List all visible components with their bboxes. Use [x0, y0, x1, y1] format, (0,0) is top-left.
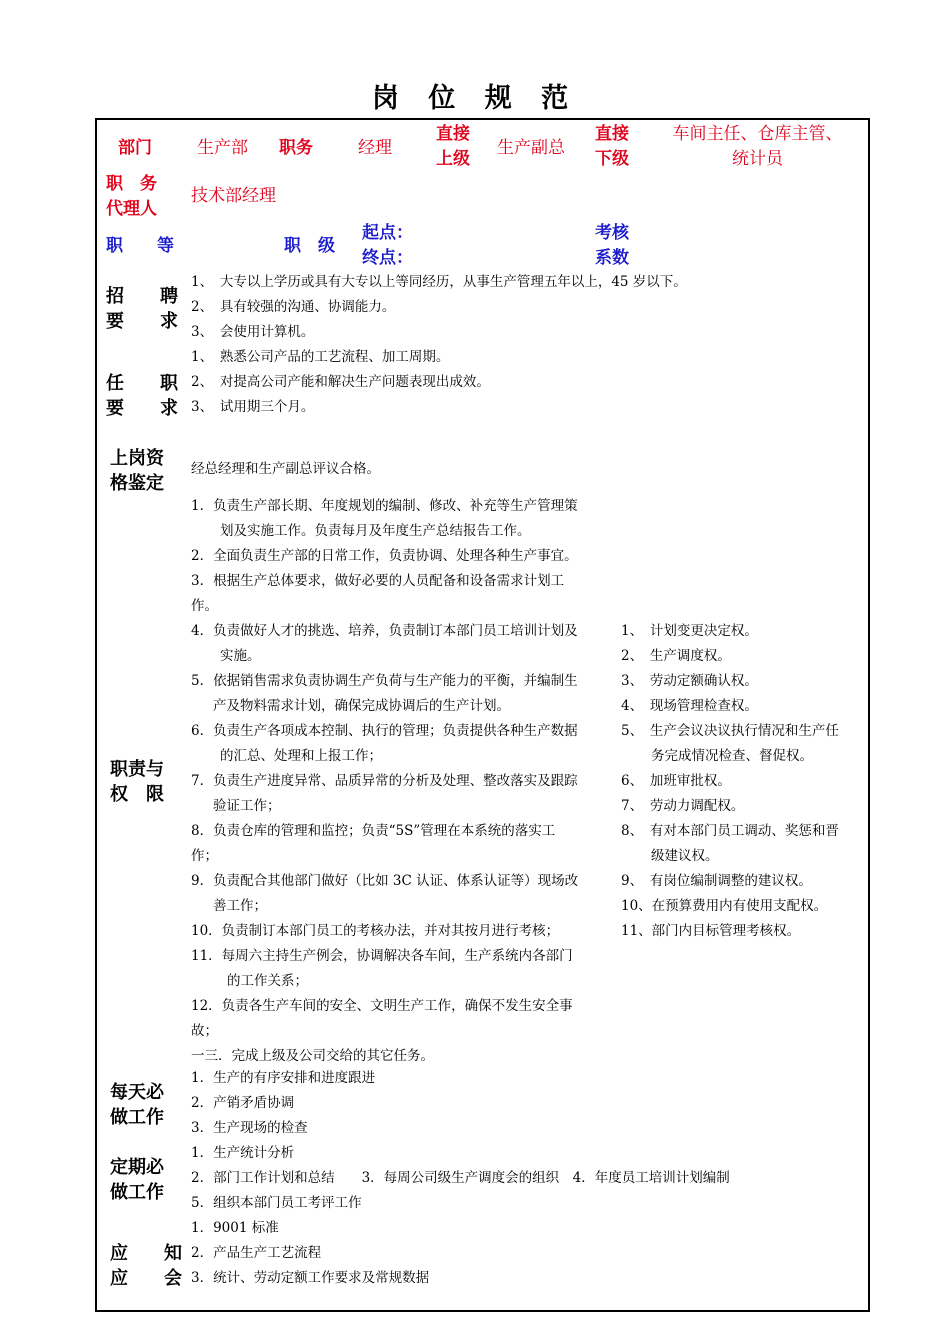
duty-line: 实施。 — [220, 648, 261, 664]
duty-line: 6．负责生产各项成本控制、执行的管理；负责提供各种生产数据 — [191, 723, 578, 739]
list-item: 2．产品生产工艺流程 — [191, 1245, 322, 1261]
duty-line: 12．负责各生产车间的安全、文明生产工作，确保不发生安全事 — [191, 998, 573, 1014]
right-line: 10、在预算费用内有使用支配权。 — [621, 898, 828, 914]
dept-label: 部门 — [118, 138, 152, 158]
list-item: 5．组织本部门员工考评工作 — [191, 1195, 362, 1211]
duty-line: 5．依据销售需求负责协调生产负荷与生产能力的平衡，并编制生 — [191, 673, 578, 689]
level-label: 职 级 — [284, 236, 335, 256]
knowledge-list — [191, 1216, 429, 1291]
list-item: 2、 具有较强的沟通、协调能力。 — [191, 299, 396, 315]
duty-line: 8．负责仓库的管理和监控；负责“5S”管理在本系统的落实工 — [191, 823, 556, 839]
duty-line: 的工作关系； — [227, 973, 308, 989]
coefficient-label: 考核 系数 — [595, 223, 629, 268]
periodic-list — [191, 1141, 730, 1216]
superior-label: 直接 上级 — [436, 124, 470, 169]
list-item: 1、 大专以上学历或具有大专以上等同经历，从事生产管理五年以上，45 岁以下。 — [191, 274, 687, 290]
duty-line: 一三．完成上级及公司交给的其它任务。 — [191, 1048, 434, 1064]
deputy-label: 职 务 代理人 — [106, 174, 157, 219]
subordinate-label: 直接 下级 — [595, 124, 629, 169]
duty-line: 故； — [191, 1023, 218, 1039]
right-line: 11、部门内目标管理考核权。 — [621, 923, 801, 939]
duty-line: 产及物料需求计划，确保完成协调后的生产计划。 — [213, 698, 510, 714]
duty-line: 作； — [191, 848, 218, 864]
document-title: 岗 位 规 范 — [371, 83, 579, 114]
duty-line: 2．全面负责生产部的日常工作，负责协调、处理各种生产事宜。 — [191, 548, 578, 564]
rights-list — [621, 619, 839, 944]
right-line: 6、 加班审批权。 — [621, 773, 731, 789]
right-line: 务完成情况检查、督促权。 — [651, 748, 813, 764]
post-label: 职务 — [279, 138, 313, 158]
recruit-list — [191, 270, 687, 345]
duty-line: 3．根据生产总体要求，做好必要的人员配备和设备需求计划工 — [191, 573, 565, 589]
list-item: 3．生产现场的检查 — [191, 1120, 308, 1136]
right-line: 9、 有岗位编制调整的建议权。 — [621, 873, 812, 889]
list-item: 2．部门工作计划和总结 3．每周公司级生产调度会的组织 4．年度员工培训计划编制 — [191, 1170, 730, 1186]
right-line: 4、 现场管理检查权。 — [621, 698, 758, 714]
superior-value: 生产副总 — [497, 138, 565, 158]
duty-line: 作。 — [191, 598, 218, 614]
right-line: 1、 计划变更决定权。 — [621, 623, 758, 639]
right-line: 2、 生产调度权。 — [621, 648, 731, 664]
daily-label: 每天必 做工作 — [110, 1082, 164, 1128]
list-item: 1．生产的有序安排和进度跟进 — [191, 1070, 376, 1086]
subordinate-value: 车间主任、仓库主管、 统计员 — [672, 124, 843, 169]
list-item: 1、 熟悉公司产品的工艺流程、加工周期。 — [191, 349, 450, 365]
right-line: 级建议权。 — [651, 848, 719, 864]
right-line: 7、 劳动力调配权。 — [621, 798, 745, 814]
right-line: 8、 有对本部门员工调动、奖惩和晋 — [621, 823, 839, 839]
right-line: 3、 劳动定额确认权。 — [621, 673, 758, 689]
duties-list — [191, 494, 578, 1069]
duty-line: 验证工作； — [213, 798, 281, 814]
duty-line: 7．负责生产进度异常、品质异常的分析及处理、整改落实及跟踪 — [191, 773, 578, 789]
list-item: 1．9001 标准 — [191, 1220, 279, 1236]
duty-line: 1．负责生产部长期、年度规划的编制、修改、补充等生产管理策 — [191, 498, 578, 514]
appoint-label: 任 职 要 求 — [106, 373, 178, 419]
duty-line: 的汇总、处理和上报工作； — [220, 748, 382, 764]
knowledge-label: 应 知 应 会 — [110, 1243, 182, 1289]
daily-list — [191, 1066, 375, 1141]
recruit-label: 招 聘 要 求 — [106, 286, 178, 332]
duty-line: 10．负责制订本部门员工的考核办法，并对其按月进行考核； — [191, 923, 560, 939]
qualify-text: 经总经理和生产副总评议合格。 — [191, 461, 380, 477]
dept-value: 生产部 — [197, 138, 248, 158]
start-end-label: 起点： 终点： — [362, 223, 413, 268]
list-item: 3．统计、劳动定额工作要求及常规数据 — [191, 1270, 430, 1286]
post-value: 经理 — [358, 138, 392, 158]
right-line: 5、 生产会议决议执行情况和生产任 — [621, 723, 839, 739]
duty-line: 9．负责配合其他部门做好（比如 3C 认证、体系认证等）现场改 — [191, 873, 579, 889]
periodic-label: 定期必 做工作 — [110, 1157, 164, 1203]
duties-label: 职责与 权 限 — [110, 759, 164, 805]
deputy-value: 技术部经理 — [191, 186, 276, 206]
list-item: 2．产销矛盾协调 — [191, 1095, 295, 1111]
qualify-label: 上岗资 格鉴定 — [110, 448, 164, 494]
list-item: 3、 会使用计算机。 — [191, 324, 315, 340]
appoint-list — [191, 345, 490, 420]
list-item: 3、 试用期三个月。 — [191, 399, 315, 415]
list-item: 2、 对提高公司产能和解决生产问题表现出成效。 — [191, 374, 490, 390]
duty-line: 4．负责做好人才的挑选、培养，负责制订本部门员工培训计划及 — [191, 623, 578, 639]
duty-line: 善工作； — [213, 898, 267, 914]
rank-label: 职 等 — [106, 236, 174, 256]
list-item: 1．生产统计分析 — [191, 1145, 295, 1161]
duty-line: 划及实施工作。负责每月及年度生产总结报告工作。 — [220, 523, 531, 539]
duty-line: 11．每周六主持生产例会，协调解决各车间，生产系统内各部门 — [191, 948, 573, 964]
